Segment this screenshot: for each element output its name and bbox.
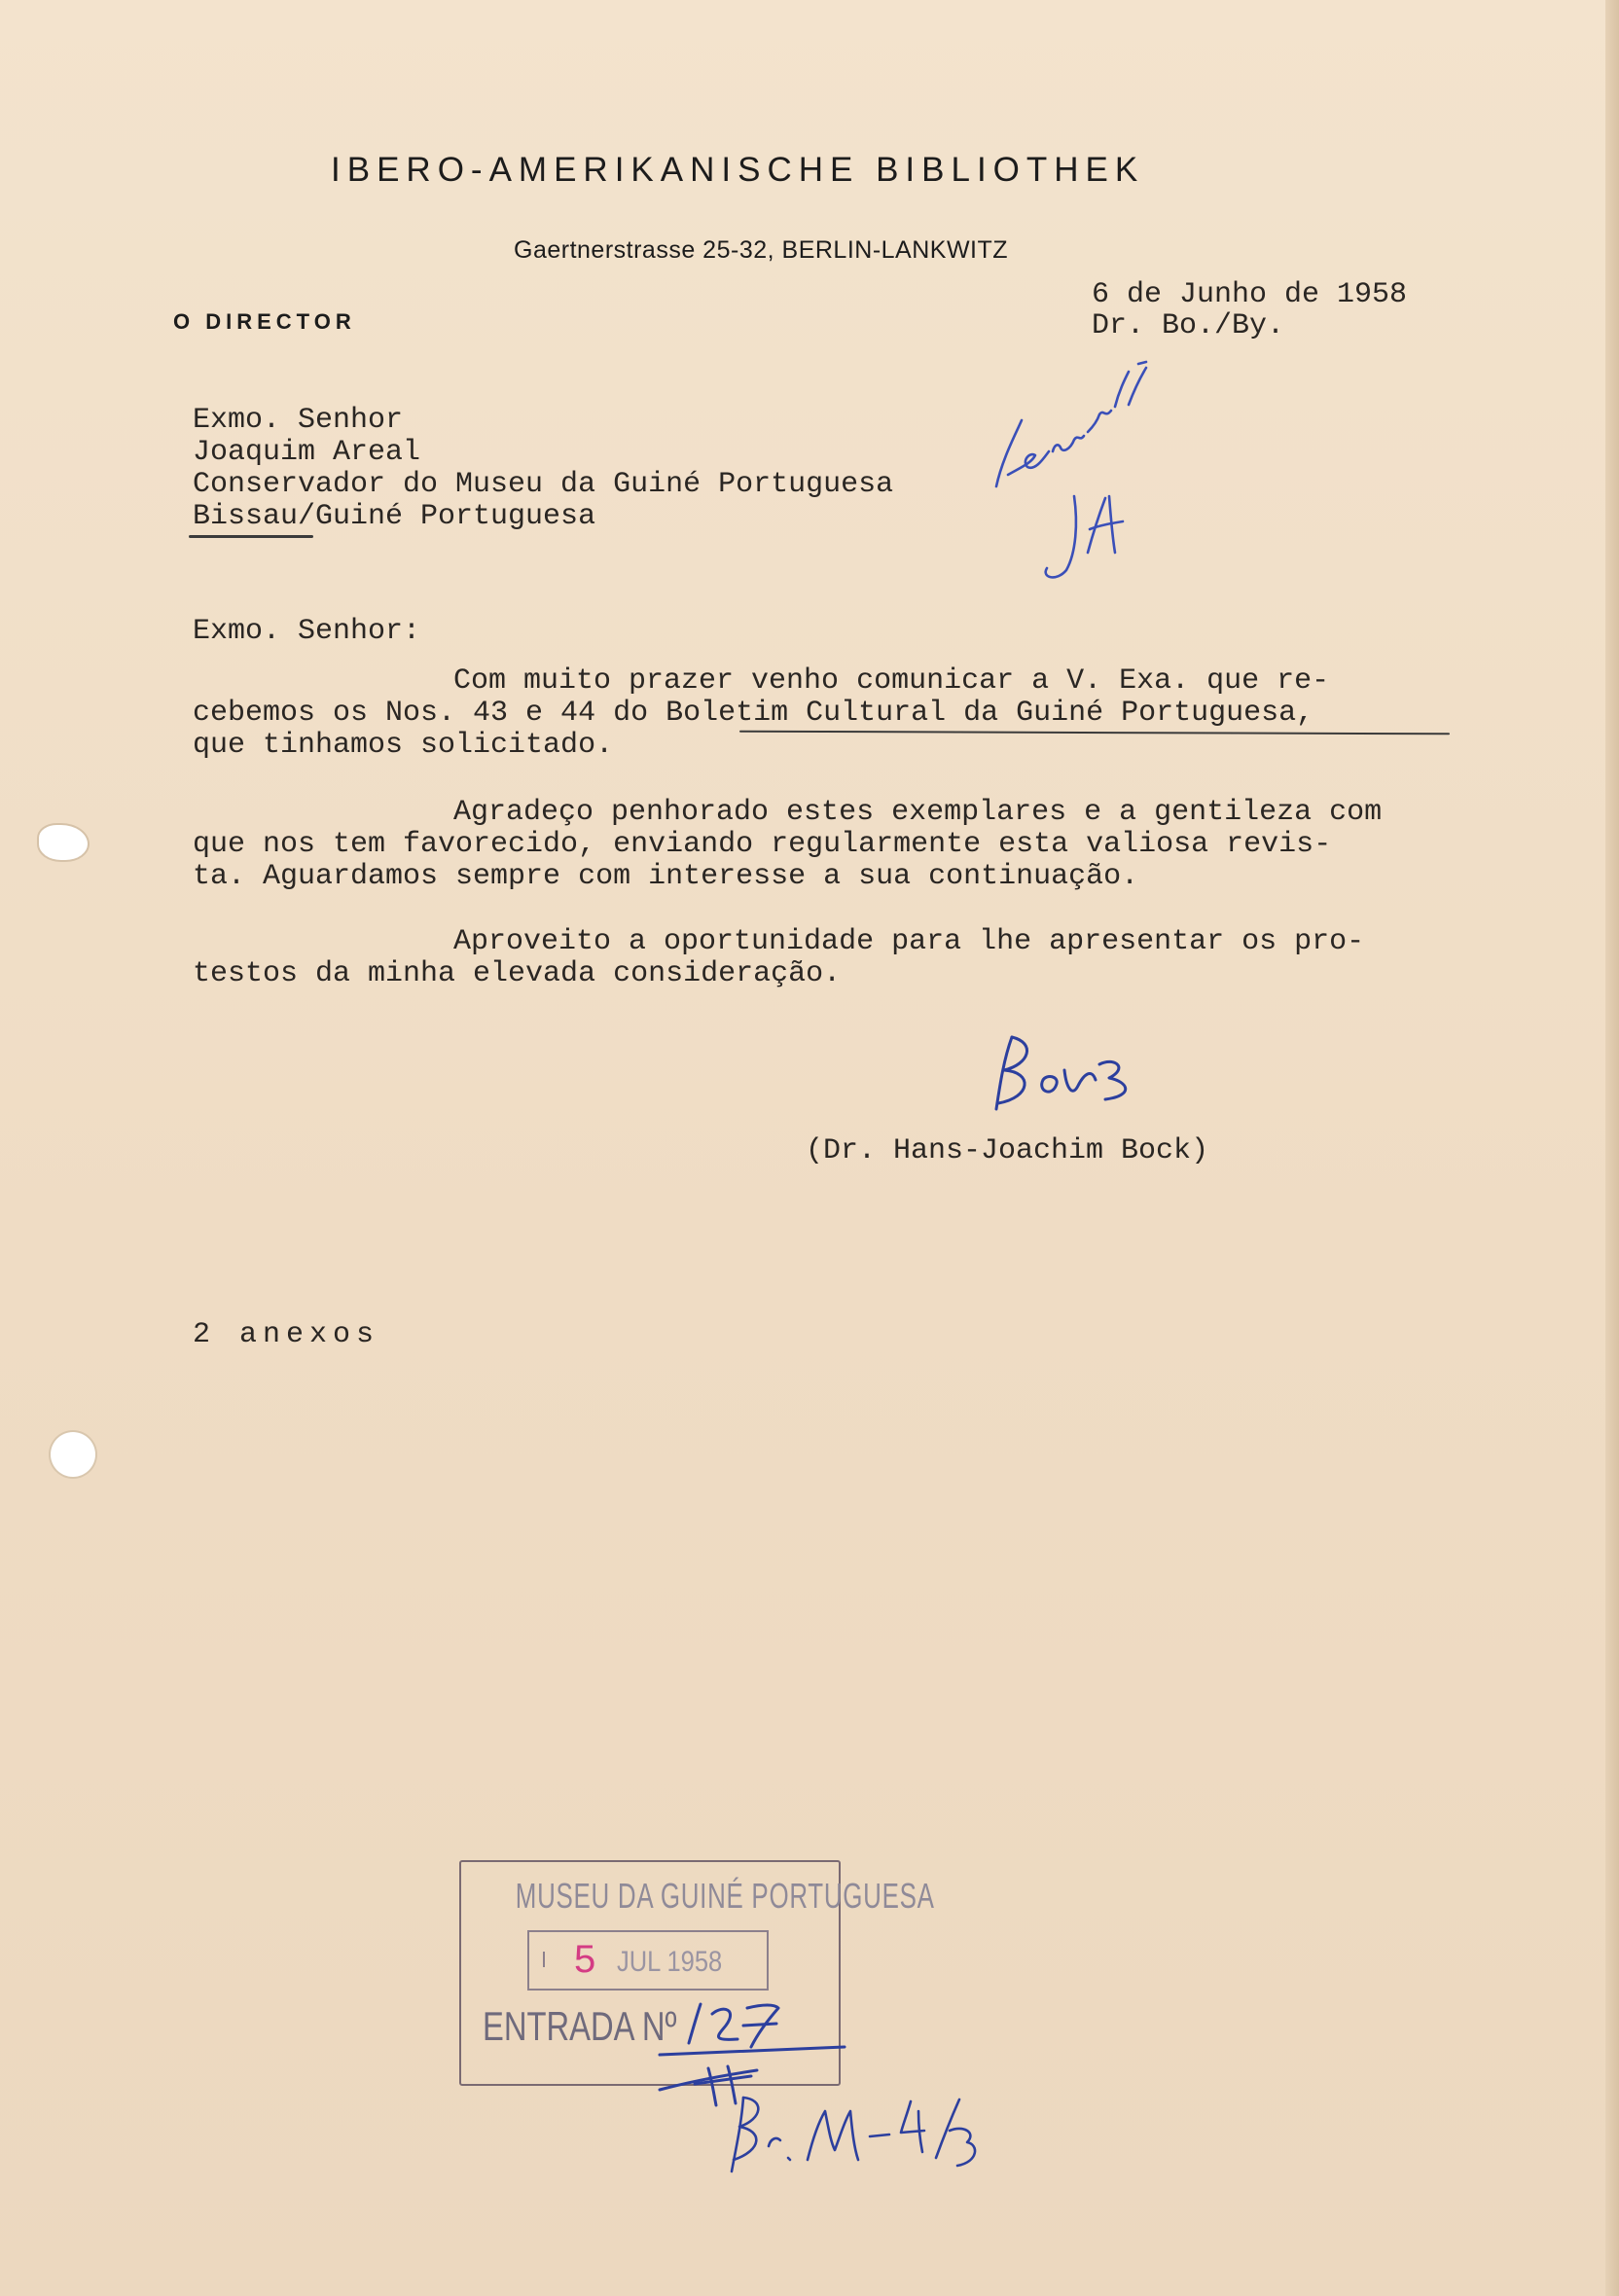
bissau-underline — [189, 535, 313, 538]
letter-date: 6 de Junho de 1958 — [1092, 278, 1408, 311]
initials-handwriting — [1031, 484, 1148, 592]
annexes-note: 2 anexos — [193, 1318, 380, 1351]
stamp-month-year: JUL 1958 — [617, 1946, 723, 1978]
paragraph-1-line-2: cebemos os Nos. 43 e 44 do Boletim Cultural da Guiné Portuguesa, — [193, 697, 1314, 730]
stamp-mark — [543, 1952, 545, 1967]
boletim-underline — [739, 731, 1450, 735]
paragraph-3-line-2: testos da minha elevada consideração. — [193, 957, 842, 990]
recipient-line-3: Conservador do Museu da Guiné Portuguesa — [193, 468, 894, 501]
paragraph-1-line-3: que tinhamos solicitado. — [193, 729, 614, 762]
signatory-name: (Dr. Hans-Joachim Bock) — [806, 1134, 1209, 1167]
paragraph-2-line-3: ta. Aguardamos sempre com interesse a sua continuação. — [193, 860, 1139, 893]
paper-edge — [1605, 0, 1619, 2296]
paragraph-3-line-1: Aproveito a oportunidade para lhe apresentar os pro- — [453, 925, 1365, 958]
recipient-line-1: Exmo. Senhor — [193, 404, 404, 437]
stamp-entrada-label: ENTRADA Nº — [483, 2003, 677, 2049]
letterhead-address: Gaertnerstrasse 25-32, BERLIN-LANKWITZ — [514, 236, 1009, 264]
punch-hole — [51, 1432, 95, 1477]
handwritten-signature — [983, 1029, 1148, 1117]
recipient-line-4: Bissau/Guiné Portuguesa — [193, 500, 596, 533]
stamp-museum-name: MUSEU DA GUINÉ PORTUGUESA — [515, 1876, 935, 1916]
recipient-line-2: Joaquim Areal — [193, 436, 421, 469]
filing-note-handwriting — [720, 2082, 983, 2179]
paragraph-2-line-2: que nos tem favorecido, enviando regularmente esta valiosa revis- — [193, 828, 1332, 861]
stamp-day: 5 — [574, 1938, 596, 1981]
margin-note-handwriting — [983, 362, 1168, 498]
paragraph-2-line-1: Agradeço penhorado estes exemplares e a gentileza com — [453, 796, 1383, 829]
letterhead-title: IBERO-AMERIKANISCHE BIBLIOTHEK — [331, 151, 1145, 189]
salutation: Exmo. Senhor: — [193, 615, 421, 648]
reference-code: Dr. Bo./By. — [1092, 309, 1285, 342]
director-label: O DIRECTOR — [173, 309, 356, 334]
paragraph-1-line-1: Com muito prazer venho comunicar a V. Exa. que re- — [453, 664, 1330, 698]
torn-punch-hole — [39, 825, 88, 860]
